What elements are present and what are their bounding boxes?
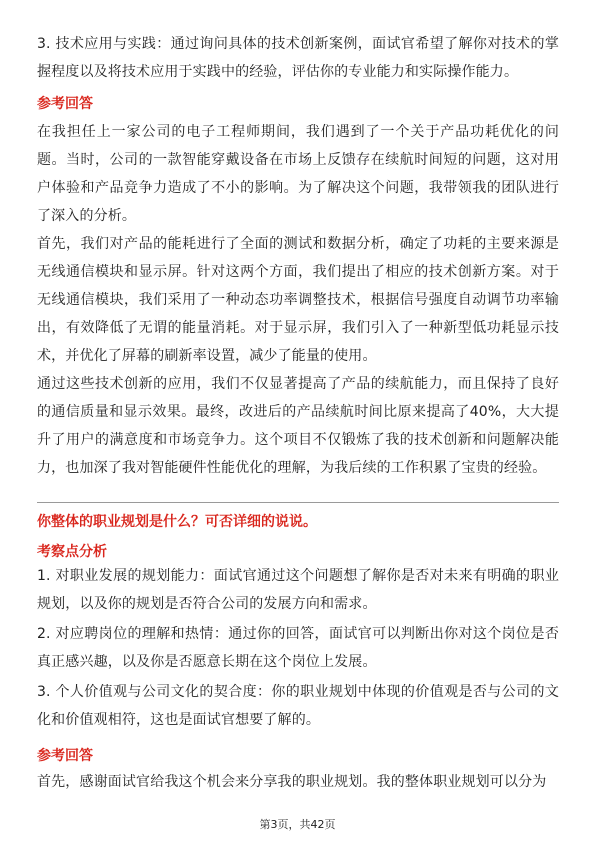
answer-paragraph-3: 通过这些技术创新的应用，我们不仅显著提高了产品的续航能力，而且保持了良好的通信质量和显示效果。最终，改进后的产品续航时间比原来提高了40%，大大提升了用户的满意度和市场竞争力。这个项目不仅锻炼了我的技术创新和问题解决能力，也加深了我对智能硬件性能优化的理解，为我后续的工作积累了宝贵的经验。 [37,376,559,476]
reference-answer-heading-2: 参考回答 [37,748,93,764]
answer-paragraph-1: 在我担任上一家公司的电子工程师期间，我们遇到了一个关于产品功耗优化的问题。当时，公司的一款智能穿戴设备在市场上反馈存在续航时间短的问题，这对用户体验和产品竞争力造成了不小的影响。为了解决这个问题，我带领我的团队进行了深入的分析。 [37,124,559,224]
section-divider [37,502,559,503]
analysis-point-1: 1. 对职业发展的规划能力：面试官通过这个问题想了解你是否对未来有明确的职业规划，以及你的规划是否符合公司的发展方向和需求。 [37,568,559,612]
question-heading: 你整体的职业规划是什么？可否详细的说说。 [37,514,317,530]
reference-answer-heading: 参考回答 [37,96,93,112]
analysis-point-3: 3. 个人价值观与公司文化的契合度：你的职业规划中体现的价值观是否与公司的文化和价值观相符，这也是面试官想要了解的。 [37,684,559,728]
analysis-point-2: 2. 对应聘岗位的理解和热情：通过你的回答，面试官可以判断出你对这个岗位是否真正感兴趣，以及你是否愿意长期在这个岗位上发展。 [37,626,559,670]
tech-application-point: 3. 技术应用与实践：通过询问具体的技术创新案例，面试官希望了解你对技术的掌握程度以及将技术应用于实践中的经验，评估你的专业能力和实际操作能力。 [37,36,559,80]
answer-paragraph-2: 首先，我们对产品的能耗进行了全面的测试和数据分析，确定了功耗的主要来源是无线通信模块和显示屏。针对这两个方面，我们提出了相应的技术创新方案。对于无线通信模块，我们采用了一种动态功率调整技术，根据信号强度自动调节功率输出，有效降低了无谓的能量消耗。对于显示屏，我们引入了一种新型低功耗显示技术，并优化了屏幕的刷新率设置，减少了能量的使用。 [37,236,559,364]
career-answer-paragraph-1: 首先，感谢面试官给我这个机会来分享我的职业规划。我的整体职业规划可以分为 [37,774,547,790]
page-number-footer: 第3页，共42页 [259,818,336,831]
analysis-heading: 考察点分析 [37,544,107,560]
